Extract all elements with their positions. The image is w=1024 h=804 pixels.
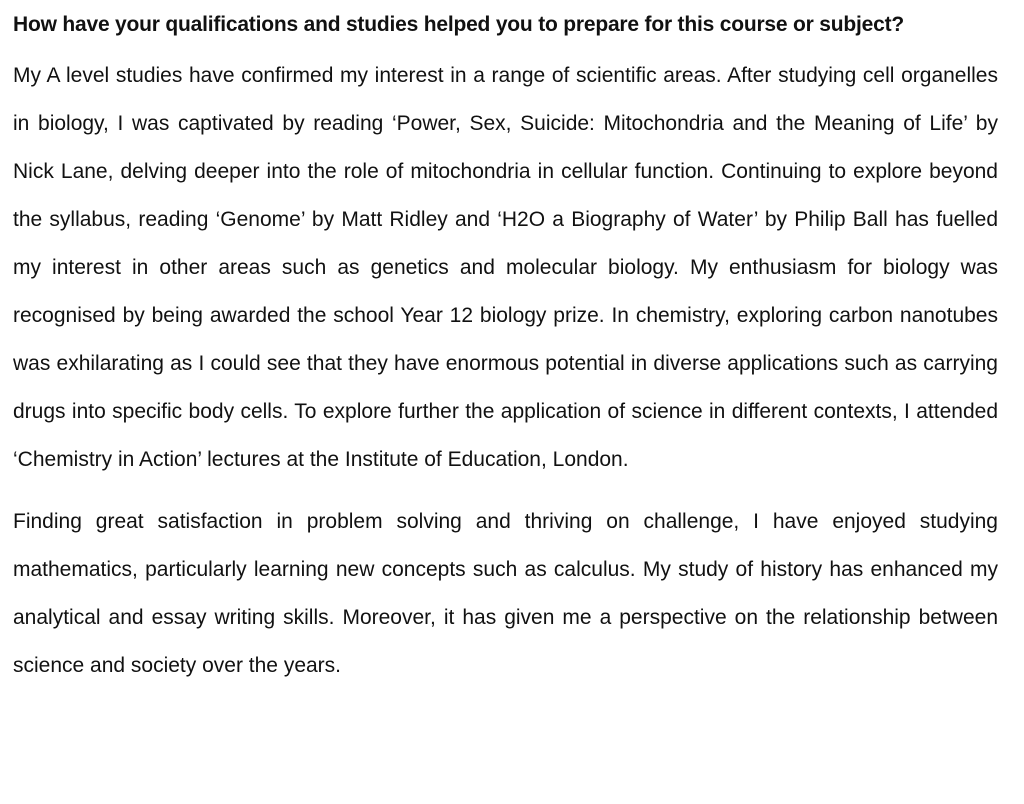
answer-paragraph-2: Finding great satisfaction in problem solving and thriving on challenge, I have enjoyed studying mathematics, particularly learning new concepts such as calculus. My study of history has enhanced my analytical and essay writing skills. Moreover, it has given me a perspective on the relationship between science and society over the years.	[13, 510, 998, 677]
document-page	[13, 8, 998, 690]
answer-paragraph-1: My A level studies have confirmed my interest in a range of scientific areas. After studying cell organelles in biology, I was captivated by reading ‘Power, Sex, Suicide: Mitochondria and the Meaning of Life’ by Nick Lane, delving deeper into the role of mitochondria in cellular function. Continuing to explore beyond the syllabus, reading ‘Genome’ by Matt Ridley and ‘H2O a Biography of Water’ by Philip Ball has fuelled my interest in other areas such as genetics and molecular biology. My enthusiasm for biology was recognised by being awarded the school Year 12 biology prize. In chemistry, exploring carbon nanotubes was exhilarating as I could see that they have enormous potential in diverse applications such as carrying drugs into specific body cells. To explore further the application of science in different contexts, I attended ‘Chemistry in Action’ lectures at the Institute of Education, London.	[13, 64, 998, 471]
question-heading: How have your qualifications and studies helped you to prepare for this course or subject?	[13, 13, 904, 36]
